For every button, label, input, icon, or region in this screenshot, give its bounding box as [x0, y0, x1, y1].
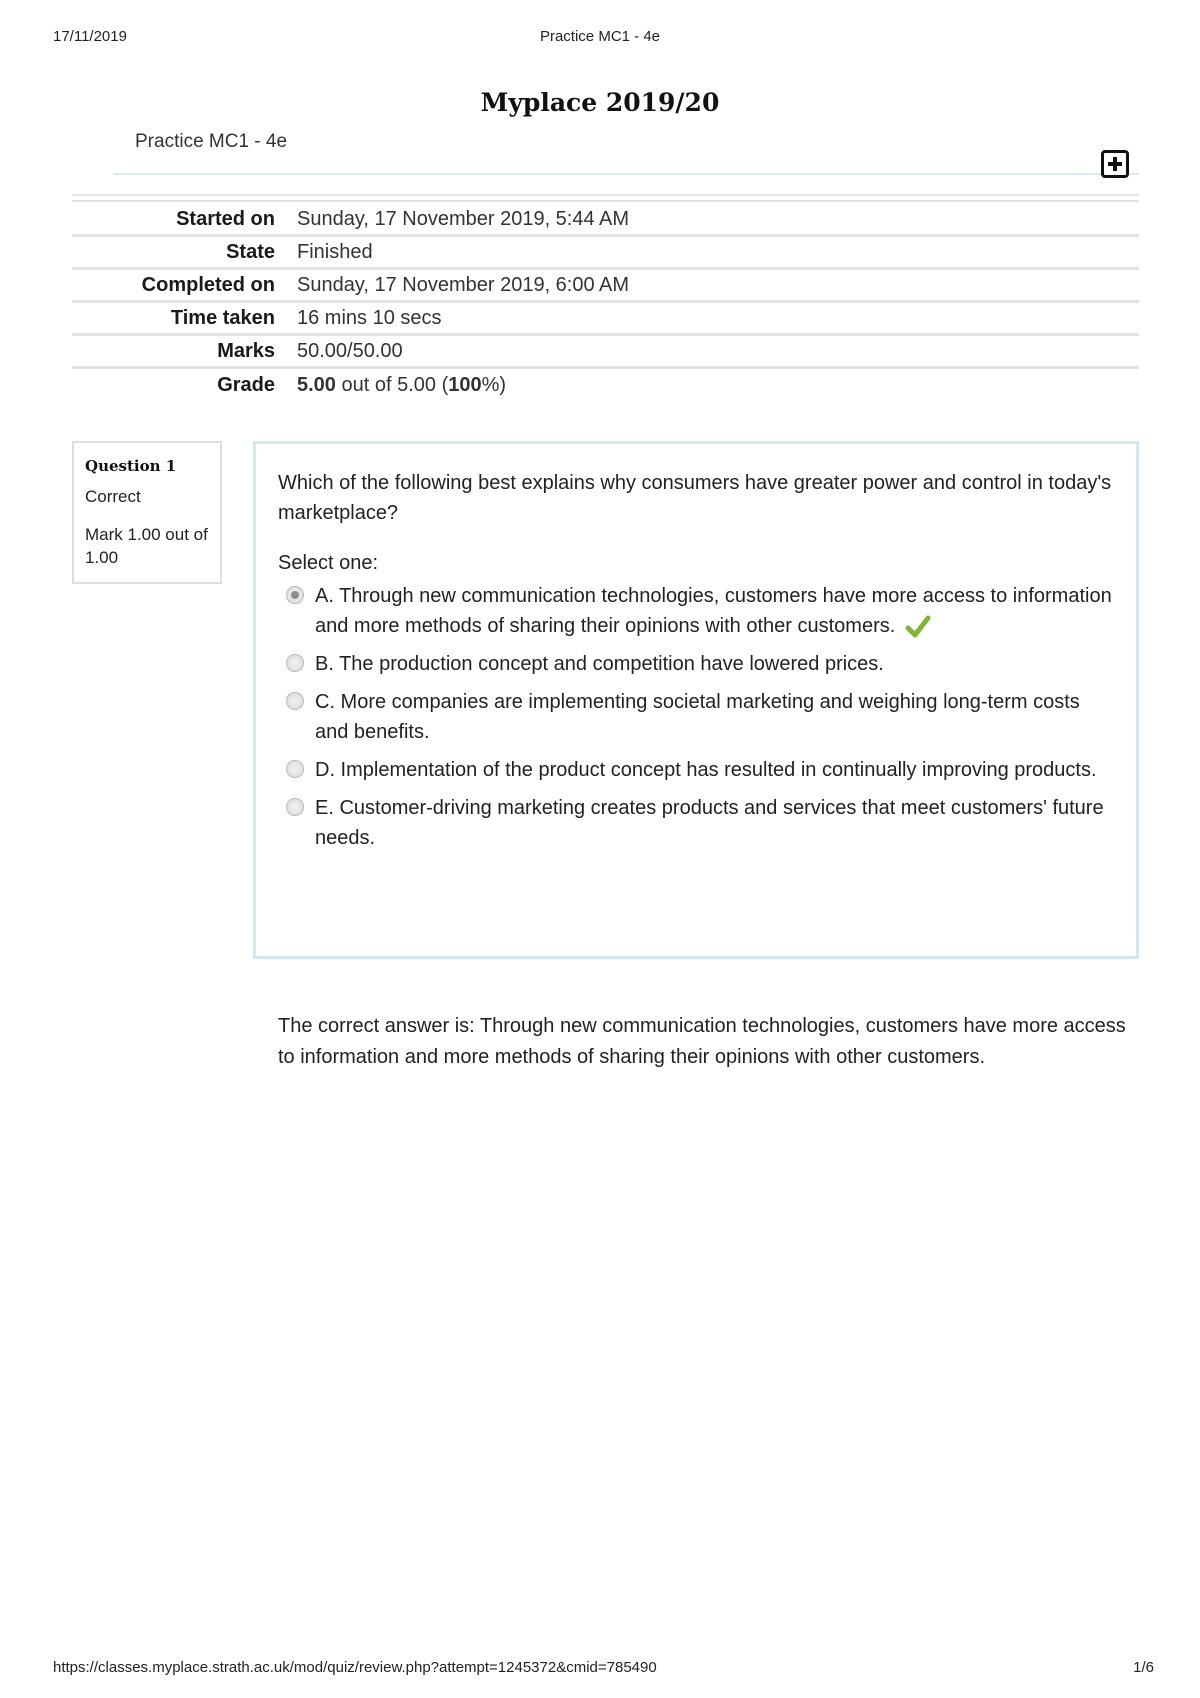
answer-option-b[interactable]: [278, 649, 1114, 679]
answer-text-c: C. More companies are implementing societal marketing and weighing long-term costs and benefits.: [315, 691, 1080, 743]
grade-percent-close: %): [481, 374, 507, 396]
summary-label: Marks: [217, 339, 275, 362]
print-page-number: 1/6: [1133, 1659, 1154, 1676]
grade-value: [275, 374, 506, 397]
summary-value: 50.00/50.00: [297, 339, 403, 362]
answer-option-d[interactable]: [278, 755, 1114, 785]
summary-label: Started on: [176, 207, 275, 230]
summary-label: Completed on: [141, 273, 275, 296]
grade-score: 5.00: [297, 374, 336, 396]
attempt-summary-table: [72, 204, 1139, 402]
site-title: Myplace 2019/20: [480, 88, 720, 117]
grade-percent: 100: [448, 374, 482, 396]
expand-block-button[interactable]: [1101, 150, 1129, 178]
answer-option-c[interactable]: [278, 687, 1114, 747]
summary-divider: [72, 194, 1139, 202]
correct-check-icon: [905, 614, 931, 640]
question-info: [72, 441, 222, 584]
summary-row-marks: [72, 336, 1139, 369]
answer-radio-b[interactable]: [286, 654, 304, 672]
grade-out-of: out of 5.00 (: [335, 374, 449, 396]
summary-value: Finished: [297, 240, 373, 263]
summary-value: 16 mins 10 secs: [297, 306, 442, 329]
question-content: [253, 441, 1139, 959]
summary-row-started: [72, 204, 1139, 237]
breadcrumb-quiz-link[interactable]: Practice MC1 - 4e: [135, 133, 288, 147]
print-url: https://classes.myplace.strath.ac.uk/mod/quiz/review.php?attempt=1245372&cmid=785490: [53, 1659, 657, 1676]
answer-text-d: D. Implementation of the product concept has resulted in continually improving products.: [315, 759, 1097, 781]
select-prompt: Select one:: [278, 552, 379, 574]
answer-radio-a[interactable]: [286, 586, 304, 604]
answer-text-a: A. Through new communication technologies, customers have more access to information and more methods of sharing their opinions with other customers.: [315, 581, 1114, 641]
breadcrumb: [113, 133, 1139, 175]
print-page-title: Practice MC1 - 4e: [539, 28, 661, 45]
answer-radio-d[interactable]: [286, 760, 304, 778]
answer-list: [278, 581, 1114, 853]
summary-row-state: [72, 237, 1139, 270]
question-text: Which of the following best explains why consumers have greater power and control in today's marketplace?: [278, 472, 1112, 524]
print-date: 17/11/2019: [53, 28, 127, 45]
answer-text-e: E. Customer-driving marketing creates products and services that meet customers' future needs.: [315, 797, 1104, 849]
answer-option-a[interactable]: [278, 581, 1114, 641]
summary-label: Grade: [217, 374, 275, 396]
summary-label: State: [226, 240, 275, 263]
summary-row-grade: [72, 369, 1139, 402]
question-state: Correct: [85, 487, 141, 506]
question-mark: Mark 1.00 out of 1.00: [85, 525, 208, 567]
answer-radio-e[interactable]: [286, 798, 304, 816]
plus-icon: [1107, 156, 1123, 172]
summary-row-time-taken: [72, 303, 1139, 336]
answer-radio-c[interactable]: [286, 692, 304, 710]
correct-answer-feedback: The correct answer is: Through new communication technologies, customers have more access to information and more methods of sharing their opinions with other customers.: [278, 1015, 1126, 1068]
answer-text-b: B. The production concept and competition have lowered prices.: [315, 653, 884, 675]
summary-row-completed: [72, 270, 1139, 303]
summary-label: Time taken: [170, 306, 275, 329]
summary-value: Sunday, 17 November 2019, 5:44 AM: [297, 207, 630, 230]
question-number: Question 1: [85, 457, 177, 475]
answer-option-e[interactable]: [278, 793, 1114, 853]
summary-value: Sunday, 17 November 2019, 6:00 AM: [297, 273, 630, 296]
